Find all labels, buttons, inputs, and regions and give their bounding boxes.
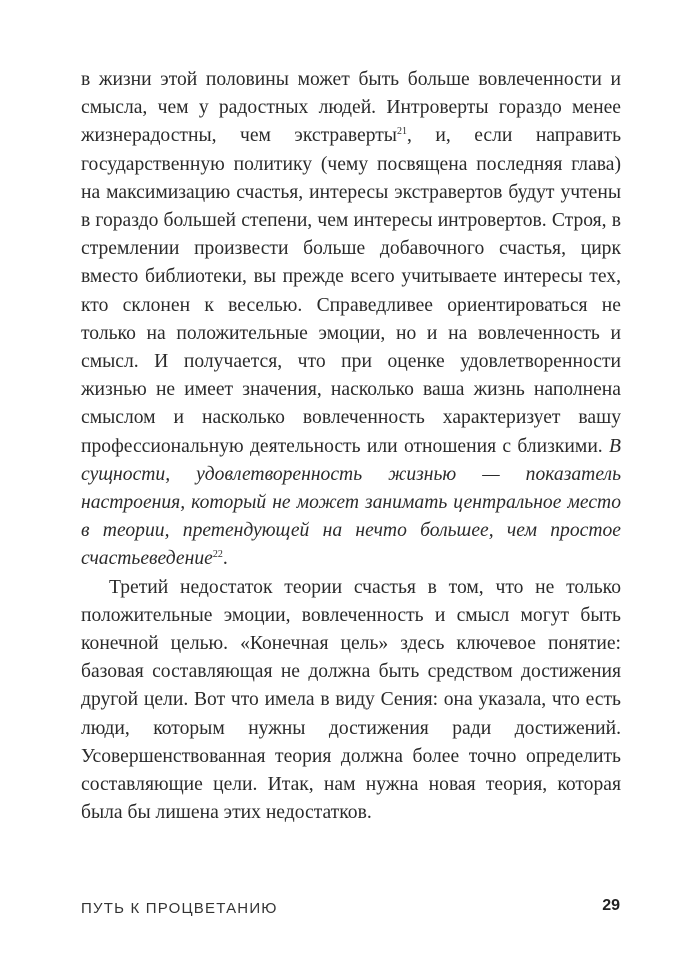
paragraph-1-text-b: , и, если направить государственную политику (чему посвящена последняя глава) на максимизацию счастья, интересы экстравертов будут учтены в гораздо большей степени, чем интересы интровертов. Строя, в стремлении произвести больше добавочного счастья, цирк вместо библиотеки, вы прежде всего учитываете интересы тех, кто склонен к веселью. Справедливее ориентироваться не только на положительные эмоции, но и на вовлеченность и смысл. И получается, что при оценке удовлетворенности жизнью не имеет значения, насколько ваша жизнь наполнена смыслом и насколько вовлеченность характеризует вашу профессиональную деятельность или отношения с близкими. — [81, 125, 622, 457]
body-text — [81, 66, 621, 827]
paragraph-1-text-c: . — [222, 548, 228, 570]
footnote-ref-22: 22 — [212, 549, 223, 561]
footnote-ref-21: 21 — [396, 126, 407, 138]
paragraph-1-italic: В сущности, удовлетворенность жизнью — показатель настроения, который не может занимать центральное место в теории, претендующей на нечто большее, чем простое счастьеведение — [81, 435, 621, 570]
paragraph-2: Третий недостаток теории счастья в том, что не только положительные эмоции, вовлеченность и смысл могут быть конечной целью. «Конечная цель» здесь ключевое понятие: базовая составляющая не должна быть средством достижения другой цели. Вот что имела в виду Сения: она указала, что есть люди, которым нужны достижения ради достижений. Усовершенствованная теория должна более точно определить составляющие цели. Итак, нам нужна новая теория, которая была бы лишена этих недостатков. — [81, 576, 621, 824]
running-footer-title: ПУТЬ К ПРОЦВЕТАНИЮ — [81, 900, 278, 917]
paragraph-1 — [81, 66, 621, 574]
page-number: 29 — [602, 897, 620, 914]
paragraph-1-text-a: в жизни этой половины может быть больше вовлеченности и смысла, чем у радостных людей. Интроверты гораздо менее жизнерадостны, чем экстраверты — [81, 69, 621, 147]
